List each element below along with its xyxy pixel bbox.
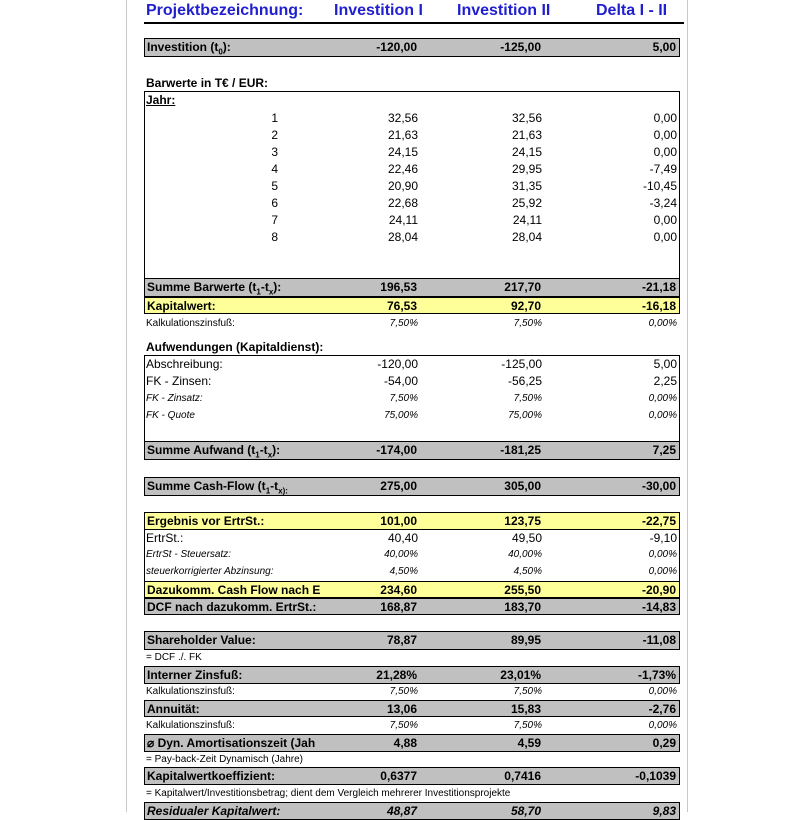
- fk-zinsen-label: FK - Zinsen:: [146, 374, 212, 388]
- barwerte-title: [144, 75, 680, 91]
- year-value-delta: -3,24: [649, 196, 677, 210]
- summe-barwerte-sub2: x: [268, 287, 274, 297]
- kapitalwert-row: [144, 297, 680, 314]
- fk-zinsen-row: [144, 373, 680, 389]
- summe-barwerte-v2: 217,70: [504, 280, 541, 294]
- annuitaet-v1: 13,06: [386, 702, 417, 716]
- shareholder-v3: -11,08: [642, 633, 676, 647]
- year-value-investition-2: 25,92: [511, 196, 542, 210]
- kalk1-v3: 0,00%: [648, 318, 677, 329]
- ertrst-satz-label: ErtrSt - Steuersatz:: [146, 549, 232, 560]
- year-value-delta: 0,00: [653, 128, 677, 142]
- year-value-delta: 0,00: [653, 145, 677, 159]
- header-project-label: Projektbezeichnung:: [146, 2, 304, 19]
- dazukomm-row: [144, 581, 680, 598]
- kalk2-v1: 7,50%: [389, 686, 418, 697]
- summe-cashflow-label: Summe Cash-Flow (t: [147, 479, 266, 493]
- header-delta: Delta I - II: [596, 2, 668, 19]
- residual-v1: 48,87: [386, 804, 417, 818]
- year-value-investition-2: 29,95: [511, 162, 542, 176]
- abzinsung-row: [144, 564, 680, 580]
- kapitalwert-label: Kapitalwert:: [147, 299, 216, 313]
- kalk2-v2: 7,50%: [513, 686, 542, 697]
- year-number: 1: [271, 111, 278, 125]
- abschreibung-row: [144, 356, 680, 372]
- amortisation-note: = Pay-back-Zeit Dynamisch (Jahre): [146, 754, 303, 765]
- annuitaet-label: Annuität:: [147, 702, 200, 716]
- amortisation-v2: 4,59: [517, 736, 541, 750]
- year-value-investition-1: 24,15: [387, 145, 418, 159]
- ergebnis-row: [144, 512, 680, 530]
- amortisation-label: Dyn. Amortisationszeit (Jah: [157, 736, 316, 750]
- residual-v2: 58,70: [510, 804, 541, 818]
- kalk3-v2: 7,50%: [513, 720, 542, 731]
- summe-aufwand-v2: -181,25: [500, 443, 541, 457]
- koeffizient-note: = Kapitalwert/Investitionsbetrag; dient dem Vergleich mehrerer Investitionsprojekte: [146, 788, 511, 799]
- year-value-investition-2: 31,35: [511, 179, 542, 193]
- year-row: [144, 195, 680, 211]
- koeffizient-note-row: [144, 786, 680, 802]
- year-row: [144, 212, 680, 228]
- jahr-label: Jahr:: [146, 93, 176, 107]
- amortisation-v3: 0,29: [652, 736, 676, 750]
- dazukomm-v1: 234,60: [380, 583, 417, 597]
- kapitalwert-v1: 76,53: [386, 299, 417, 313]
- kalk3-v3: 0,00%: [648, 720, 677, 731]
- year-row: [144, 127, 680, 143]
- fk-quote-label: FK - Quote: [146, 410, 195, 421]
- year-value-investition-1: 22,46: [387, 162, 418, 176]
- koeffizient-v2: 0,7416: [504, 769, 541, 783]
- koeffizient-v3: -0,1039: [635, 769, 676, 783]
- diameter-icon: ⌀: [147, 736, 155, 750]
- shareholder-label: Shareholder Value:: [147, 633, 256, 647]
- dazukomm-label: Dazukomm. Cash Flow nach E: [147, 583, 321, 597]
- summe-aufwand-v1: -174,00: [376, 443, 417, 457]
- investition-sub: 0: [218, 47, 223, 57]
- kalk3-label: Kalkulationszinsfuß:: [146, 720, 235, 731]
- fk-quote-v1: 75,00%: [384, 410, 418, 421]
- kalk3-row: [144, 718, 680, 734]
- interner-row: [144, 666, 680, 684]
- year-value-delta: 0,00: [653, 111, 677, 125]
- kalk1-row: [144, 316, 680, 332]
- barwerte-title-text: Barwerte in T€ / EUR:: [146, 76, 269, 90]
- koeffizient-row: [144, 767, 680, 785]
- dazukomm-v2: 255,50: [504, 583, 541, 597]
- year-number: 2: [271, 128, 278, 142]
- dcf-row: [144, 598, 680, 615]
- year-value-investition-2: 21,63: [511, 128, 542, 142]
- ertrst-row: [144, 530, 680, 546]
- summe-aufwand-sub1: 1: [255, 450, 260, 460]
- interner-label: Interner Zinsfuß:: [147, 668, 243, 682]
- year-value-investition-1: 21,63: [387, 128, 418, 142]
- summe-aufwand-mid: -t: [259, 443, 268, 457]
- abschreibung-label: Abschreibung:: [146, 357, 223, 371]
- fk-zinssatz-v1: 7,50%: [389, 393, 418, 404]
- fk-zinsen-v1: -54,00: [383, 374, 418, 388]
- ertrst-satz-v3: 0,00%: [648, 549, 677, 560]
- amortisation-v1: 4,88: [393, 736, 417, 750]
- shareholder-note: = DCF ./. FK: [146, 652, 202, 663]
- kapitalwert-v3: -16,18: [641, 299, 676, 313]
- fk-quote-v2: 75,00%: [508, 410, 542, 421]
- dcf-label: DCF nach dazukomm. ErtrSt.:: [147, 600, 317, 614]
- investition-v1: -120,00: [376, 40, 417, 54]
- summe-cashflow-v2: 305,00: [504, 479, 541, 493]
- summe-aufwand-label: Summe Aufwand (t: [147, 443, 256, 457]
- summe-aufwand-row: [144, 441, 680, 460]
- annuitaet-row: [144, 700, 680, 717]
- fk-quote-row: [144, 408, 680, 424]
- abzinsung-v2: 4,50%: [513, 566, 542, 577]
- annuitaet-v2: 15,83: [510, 702, 541, 716]
- summe-aufwand-v3: 7,25: [652, 443, 676, 457]
- summe-cashflow-sub2: x):: [278, 486, 288, 496]
- summe-cashflow-v3: -30,00: [641, 479, 676, 493]
- year-value-investition-2: 24,15: [511, 145, 542, 159]
- kalk3-v1: 7,50%: [389, 720, 418, 731]
- interner-v3: -1,73%: [637, 668, 676, 682]
- header-row: [144, 0, 684, 24]
- dazukomm-v3: -20,90: [641, 583, 676, 597]
- ertrst-satz-v2: 40,00%: [508, 549, 542, 560]
- year-row: [144, 178, 680, 194]
- year-value-delta: -10,45: [642, 179, 677, 193]
- year-value-investition-1: 20,90: [387, 179, 418, 193]
- ertrst-v3: -9,10: [649, 531, 677, 545]
- summe-cashflow-row: [144, 477, 680, 496]
- dcf-v1: 168,87: [380, 600, 417, 614]
- residual-v3: 9,83: [652, 804, 676, 818]
- shareholder-v2: 89,95: [510, 633, 541, 647]
- kalk2-row: [144, 684, 680, 700]
- header-investition-1: Investition I: [334, 2, 423, 19]
- shareholder-row: [144, 631, 680, 650]
- ergebnis-v1: 101,00: [380, 514, 417, 528]
- ergebnis-v3: -22,75: [641, 514, 676, 528]
- ertrst-label: ErtrSt.:: [146, 531, 184, 545]
- fk-quote-v3: 0,00%: [648, 410, 677, 421]
- summe-barwerte-mid: -t: [260, 280, 269, 294]
- kapitalwert-v2: 92,70: [510, 299, 541, 313]
- kalk2-label: Kalkulationszinsfuß:: [146, 686, 235, 697]
- abschreibung-v2: -125,00: [501, 357, 542, 371]
- year-value-delta: 0,00: [653, 230, 677, 244]
- year-row: [144, 110, 680, 126]
- year-value-investition-1: 24,11: [388, 213, 418, 227]
- kalk1-v2: 7,50%: [513, 318, 542, 329]
- ergebnis-label: Ergebnis vor ErtrSt.:: [147, 514, 265, 528]
- year-number: 4: [271, 162, 278, 176]
- summe-aufwand-sub2: x: [267, 450, 273, 460]
- summe-barwerte-sub1: 1: [256, 287, 261, 297]
- fk-zinsen-v2: -56,25: [507, 374, 542, 388]
- investition-label: Investition (t: [147, 40, 219, 54]
- jahr-row: [144, 92, 680, 108]
- aufwendungen-title: [144, 339, 680, 355]
- summe-cashflow-mid: -t: [270, 479, 279, 493]
- year-value-investition-2: 28,04: [511, 230, 542, 244]
- investition-row: [144, 38, 680, 57]
- abzinsung-label: steuerkorrigierter Abzinsung:: [146, 566, 274, 577]
- fk-zinssatz-v3: 0,00%: [648, 393, 677, 404]
- interner-v1: 21,28%: [376, 668, 417, 682]
- year-value-investition-1: 28,04: [387, 230, 418, 244]
- amortisation-row: [144, 734, 680, 752]
- investition-v3: 5,00: [652, 40, 676, 54]
- year-value-investition-1: 22,68: [387, 196, 418, 210]
- year-number: 8: [271, 230, 278, 244]
- year-number: 6: [271, 196, 278, 210]
- summe-cashflow-sub1: 1: [265, 486, 271, 496]
- koeffizient-label: Kapitalwertkoeffizient:: [147, 769, 276, 783]
- shareholder-v1: 78,87: [386, 633, 417, 647]
- year-row: [144, 161, 680, 177]
- kalk1-label: Kalkulationszinsfuß:: [146, 318, 235, 329]
- year-value-investition-2: 24,11: [512, 213, 542, 227]
- year-value-investition-1: 32,56: [387, 111, 418, 125]
- ergebnis-v2: 123,75: [504, 514, 541, 528]
- investition-v2: -125,00: [500, 40, 541, 54]
- ertrst-satz-v1: 40,00%: [384, 549, 418, 560]
- kalk2-v3: 0,00%: [648, 686, 677, 697]
- annuitaet-v3: -2,76: [648, 702, 676, 716]
- fk-zinsen-v3: 2,25: [653, 374, 677, 388]
- ertrst-v2: 49,50: [511, 531, 542, 545]
- year-number: 5: [271, 179, 278, 193]
- kalk1-v1: 7,50%: [389, 318, 418, 329]
- header-investition-2: Investition II: [457, 2, 551, 19]
- fk-zinssatz-v2: 7,50%: [513, 393, 542, 404]
- abschreibung-v3: 5,00: [653, 357, 677, 371]
- summe-barwerte-row: [144, 278, 680, 297]
- abzinsung-v1: 4,50%: [389, 566, 418, 577]
- residual-label: Residualer Kapitalwert:: [147, 804, 281, 818]
- year-row: [144, 144, 680, 160]
- summe-barwerte-v3: -21,18: [641, 280, 676, 294]
- year-value-delta: 0,00: [653, 213, 677, 227]
- shareholder-note-row: [144, 650, 680, 666]
- year-number: 7: [271, 213, 278, 227]
- aufwendungen-title-text: Aufwendungen (Kapitaldienst):: [146, 340, 324, 354]
- ertrst-v1: 40,40: [387, 531, 418, 545]
- year-row: [144, 229, 680, 245]
- summe-barwerte-v1: 196,53: [380, 280, 417, 294]
- interner-v2: 23,01%: [500, 668, 541, 682]
- abschreibung-v1: -120,00: [377, 357, 418, 371]
- ertrst-satz-row: [144, 547, 680, 563]
- year-value-investition-2: 32,56: [511, 111, 542, 125]
- investition-tail: ):: [222, 40, 231, 54]
- year-value-delta: -7,49: [649, 162, 677, 176]
- summe-cashflow-v1: 275,00: [380, 479, 417, 493]
- dcf-v3: -14,83: [641, 600, 676, 614]
- summe-barwerte-label: Summe Barwerte (t: [147, 280, 257, 294]
- fk-zinssatz-label: FK - Zinsatz:: [146, 393, 203, 404]
- residual-row: [144, 802, 680, 820]
- amortisation-note-row: [144, 752, 680, 768]
- abzinsung-v3: 0,00%: [648, 566, 677, 577]
- fk-zinssatz-row: [144, 391, 680, 407]
- year-number: 3: [271, 145, 278, 159]
- dcf-v2: 183,70: [504, 600, 541, 614]
- summe-aufwand-tail: ):: [272, 443, 281, 457]
- koeffizient-v1: 0,6377: [380, 769, 417, 783]
- summe-barwerte-tail: ):: [273, 280, 282, 294]
